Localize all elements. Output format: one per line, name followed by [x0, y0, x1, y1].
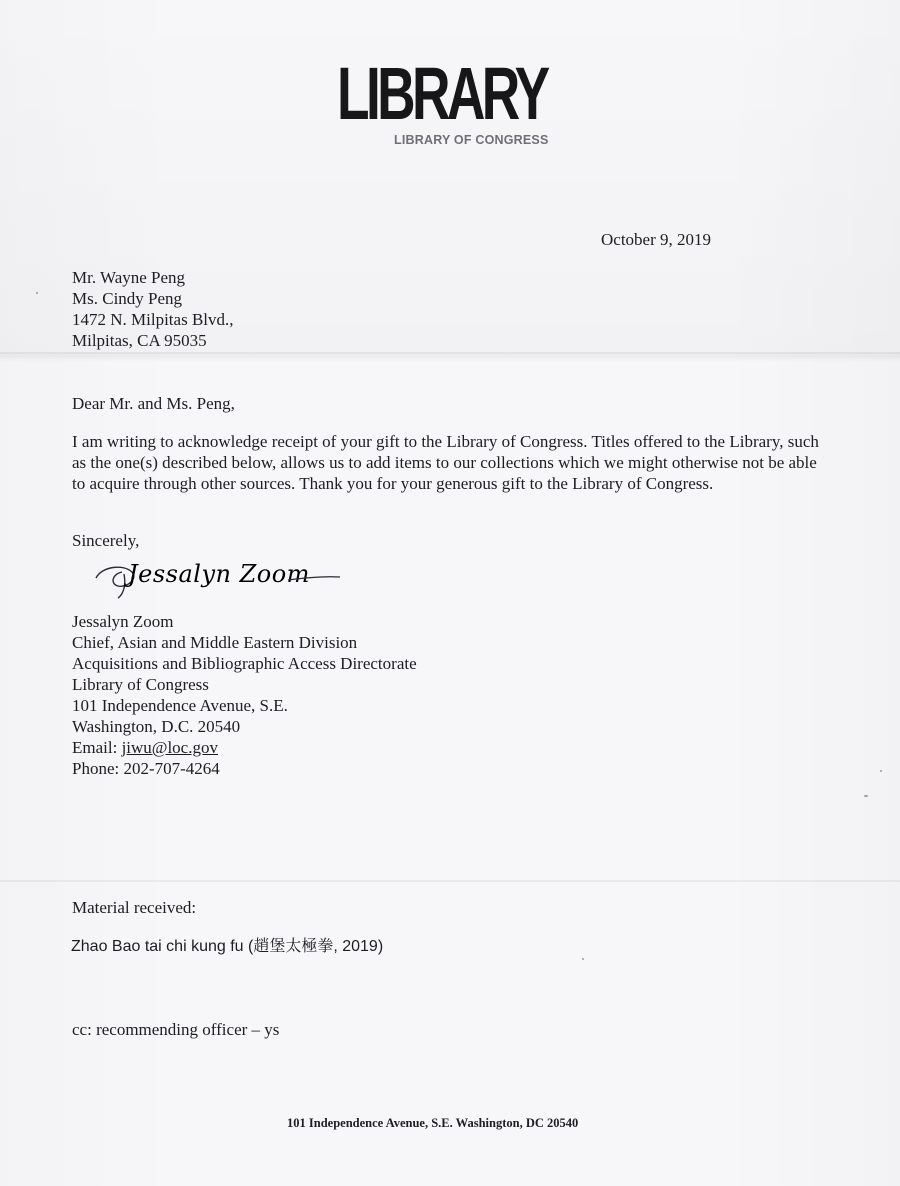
recipient-line: Mr. Wayne Peng: [72, 268, 186, 287]
signer-organization: Library of Congress: [72, 675, 209, 694]
recipient-line: Milpitas, CA 95035: [72, 331, 207, 350]
footer-address: 101 Independence Avenue, S.E. Washington, DC 20540: [287, 1116, 579, 1130]
closing: Sincerely,: [72, 531, 140, 550]
recipient-line: Ms. Cindy Peng: [72, 289, 183, 308]
signature-graphic: [88, 556, 348, 600]
email-label: Email:: [72, 738, 122, 757]
paper-speck: [864, 795, 868, 797]
body-paragraph: I am writing to acknowledge receipt of your gift to the Library of Congress. Titles offered to the Library, such as the one(s) described below, allows us to add items to our collections which we might otherwise not be able to acquire through other sources. Thank you for your generous gift to the Library of Congress.: [72, 432, 819, 493]
signer-title: Chief, Asian and Middle Eastern Division: [72, 633, 358, 652]
signer-directorate: Acquisitions and Bibliographic Access Directorate: [72, 654, 417, 673]
library-of-congress-logo: [337, 52, 557, 147]
paper-fold-line: [0, 352, 900, 354]
material-item: Zhao Bao tai chi kung fu (趙堡太極拳, 2019): [71, 938, 384, 955]
signer-email-line: [72, 737, 417, 758]
paper-speck: [582, 958, 584, 960]
logo-subtitle: LIBRARY OF CONGRESS: [394, 133, 549, 147]
signer-street: 101 Independence Avenue, S.E.: [72, 696, 288, 715]
signer-phone: Phone: 202-707-4264: [72, 759, 220, 778]
salutation: Dear Mr. and Ms. Peng,: [72, 394, 235, 413]
logo-wordmark: LIBRARY: [337, 52, 547, 135]
handwritten-signature: [88, 556, 348, 605]
signature-text: Jessalyn Zoom: [128, 560, 310, 588]
signer-name: Jessalyn Zoom: [72, 612, 174, 631]
paper-speck: [880, 770, 882, 772]
material-label: Material received:: [72, 898, 197, 917]
signer-block: [72, 611, 417, 779]
paper-fold-line: [0, 880, 900, 882]
cc-line: cc: recommending officer – ys: [72, 1020, 280, 1039]
letter-date: October 9, 2019: [601, 230, 712, 249]
recipient-line: 1472 N. Milpitas Blvd.,: [72, 310, 234, 329]
paper-speck: [36, 292, 38, 294]
email-link[interactable]: jiwu@loc.gov: [121, 738, 218, 757]
recipient-address: [72, 267, 234, 351]
signer-city: Washington, D.C. 20540: [72, 717, 241, 736]
